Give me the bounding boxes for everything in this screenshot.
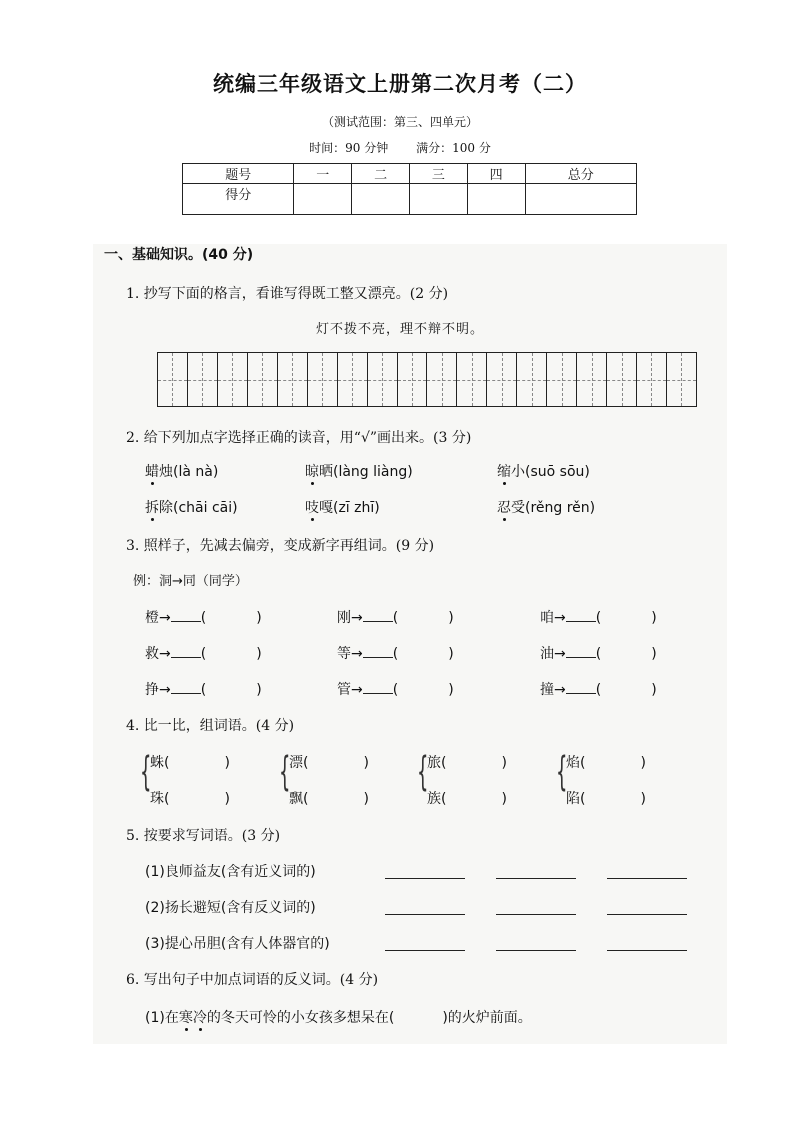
example: 例：洞→同（同学） [133, 574, 248, 589]
compare-char: 漂( [289, 755, 309, 771]
score-cell[interactable] [352, 184, 410, 215]
grid-cell[interactable] [517, 353, 547, 406]
dotted-char: 拆 [145, 500, 159, 516]
time-info [0, 139, 800, 156]
grid-cell[interactable] [158, 353, 188, 406]
paren: ( [595, 610, 602, 626]
test-scope: （测试范围：第三、四单元） [321, 115, 478, 129]
score-header: 一 [294, 164, 352, 184]
compare-item[interactable] [289, 788, 369, 808]
answer-blank[interactable] [363, 609, 393, 622]
pinyin-options: 受(rěng rěn) [511, 500, 596, 516]
paren: ) [448, 610, 454, 626]
pinyin-options: 小(suō sōu) [511, 464, 590, 480]
answer-blank[interactable] [171, 681, 201, 694]
paren: ( [392, 610, 399, 626]
radical-item[interactable] [145, 643, 262, 663]
idiom-item: (2)扬长避短(含有反义词的) [145, 900, 316, 916]
pinyin-item[interactable] [497, 497, 595, 517]
answer-blank[interactable] [171, 645, 201, 658]
answer-blank[interactable] [171, 609, 201, 622]
compare-item[interactable] [150, 788, 230, 808]
score-cell[interactable] [467, 184, 525, 215]
pinyin-options: 烛(là nà) [159, 464, 219, 480]
paren: ( [200, 646, 207, 662]
paren: ) [651, 682, 657, 698]
radical-char: 撞→ [540, 682, 566, 698]
section-title: 一、基础知识。(40 分) [104, 247, 254, 263]
answer-line[interactable] [607, 949, 687, 951]
paren: ( [200, 610, 207, 626]
score-header: 总分 [525, 164, 636, 184]
score-header: 二 [352, 164, 410, 184]
radical-item[interactable] [540, 643, 657, 663]
compare-char: 飘( [289, 791, 309, 807]
paren: ) [448, 646, 454, 662]
grid-cell[interactable] [278, 353, 308, 406]
radical-char: 咱→ [540, 610, 566, 626]
compare-item[interactable] [150, 752, 230, 772]
sentence-end: )的火炉前面。 [442, 1010, 532, 1026]
dotted-char: 忍 [497, 500, 511, 516]
compare-item[interactable] [566, 752, 646, 772]
pinyin-item[interactable] [497, 461, 590, 481]
score-header: 四 [467, 164, 525, 184]
paren: ) [363, 791, 369, 807]
score-header: 三 [409, 164, 467, 184]
answer-line[interactable] [385, 877, 465, 879]
compare-char: 陷( [566, 791, 586, 807]
motto: 灯不拨不亮，理不辩不明。 [315, 322, 484, 337]
answer-blank[interactable] [566, 645, 596, 658]
brace-icon: { [416, 749, 429, 795]
paren: ( [392, 646, 399, 662]
score-row-label: 得分 [183, 184, 294, 215]
paren: ) [224, 791, 230, 807]
radical-char: 橙→ [145, 610, 171, 626]
radical-char: 等→ [337, 646, 363, 662]
paren: ) [651, 610, 657, 626]
dotted-char: 缩 [497, 464, 511, 480]
brace-icon: { [139, 749, 152, 795]
compare-char: 旅( [427, 755, 447, 771]
writing-grid[interactable] [157, 352, 697, 407]
full-score: 满分：100 分 [416, 141, 491, 155]
compare-char: 焰( [566, 755, 586, 771]
paren: ) [651, 646, 657, 662]
grid-cell[interactable] [637, 353, 667, 406]
answer-blank[interactable] [363, 645, 393, 658]
idiom-item: (3)提心吊胆(含有人体器官的) [145, 936, 330, 952]
score-table [182, 163, 637, 215]
paren: ( [392, 682, 399, 698]
score-cell[interactable] [294, 184, 352, 215]
radical-item[interactable] [337, 679, 454, 699]
paren: ) [640, 791, 646, 807]
brace-icon: { [278, 749, 291, 795]
dotted-char: 寒 [178, 1010, 193, 1026]
score-cell[interactable] [409, 184, 467, 215]
question-1: 1. 抄写下面的格言，看谁写得既工整又漂亮。(2 分) [126, 286, 449, 302]
answer-line[interactable] [496, 913, 576, 915]
grid-cell[interactable] [218, 353, 248, 406]
grid-cell[interactable] [547, 353, 577, 406]
grid-cell[interactable] [248, 353, 278, 406]
paren: ( [200, 682, 207, 698]
radical-item[interactable] [540, 679, 657, 699]
dotted-char: 晾 [305, 464, 319, 480]
grid-cell[interactable] [308, 353, 338, 406]
paren: ) [501, 791, 507, 807]
pinyin-options: 除(chāi cāi) [159, 500, 238, 516]
question-4: 4. 比一比，组词语。(4 分) [126, 718, 295, 734]
paren: ) [256, 610, 262, 626]
sentence-middle: 的冬天可怜的小女孩多想呆在( [206, 1010, 395, 1026]
compare-char: 珠( [150, 791, 170, 807]
score-cell[interactable] [525, 184, 636, 215]
radical-char: 挣→ [145, 682, 171, 698]
radical-char: 管→ [337, 682, 363, 698]
score-header: 题号 [183, 164, 294, 184]
grid-cell[interactable] [398, 353, 428, 406]
paren: ) [363, 755, 369, 771]
compare-item[interactable] [289, 752, 369, 772]
grid-cell[interactable] [577, 353, 607, 406]
radical-item[interactable] [145, 607, 262, 627]
pinyin-item[interactable] [305, 497, 380, 517]
radical-item[interactable] [145, 679, 262, 699]
pinyin-options: 嘎(zī zhī) [319, 500, 380, 516]
dotted-char: 吱 [305, 500, 319, 516]
pinyin-item[interactable] [145, 461, 218, 481]
answer-line[interactable] [496, 949, 576, 951]
answer-line[interactable] [385, 949, 465, 951]
answer-blank[interactable] [363, 681, 393, 694]
question-3: 3. 照样子，先减去偏旁，变成新字再组词。(9 分) [126, 538, 435, 554]
pinyin-item[interactable] [305, 461, 413, 481]
answer-line[interactable] [385, 913, 465, 915]
grid-cell[interactable] [607, 353, 637, 406]
brace-icon: { [555, 749, 568, 795]
paren: ) [256, 646, 262, 662]
grid-cell[interactable] [487, 353, 517, 406]
radical-char: 刚→ [337, 610, 363, 626]
grid-cell[interactable] [368, 353, 398, 406]
grid-cell[interactable] [457, 353, 487, 406]
paren: ) [224, 755, 230, 771]
grid-cell[interactable] [667, 353, 696, 406]
grid-cell[interactable] [188, 353, 218, 406]
answer-line[interactable] [607, 877, 687, 879]
time-limit: 时间：90 分钟 [309, 141, 389, 155]
grid-cell[interactable] [338, 353, 368, 406]
pinyin-item[interactable] [145, 497, 238, 517]
paren: ( [595, 682, 602, 698]
answer-line[interactable] [496, 877, 576, 879]
compare-char: 族( [427, 791, 447, 807]
dotted-char: 蜡 [145, 464, 159, 480]
compare-item[interactable] [427, 752, 507, 772]
radical-item[interactable] [337, 607, 454, 627]
question-5: 5. 按要求写词语。(3 分) [126, 828, 281, 844]
question-6: 6. 写出句子中加点词语的反义词。(4 分) [126, 972, 379, 988]
paren: ) [640, 755, 646, 771]
question-2: 2. 给下列加点字选择正确的读音，用“√”画出来。(3 分) [126, 430, 472, 446]
sentence-start: (1)在 [145, 1010, 179, 1026]
paren: ) [501, 755, 507, 771]
radical-char: 救→ [145, 646, 171, 662]
radical-item[interactable] [540, 607, 657, 627]
sentence-item[interactable] [145, 1007, 532, 1027]
answer-line[interactable] [607, 913, 687, 915]
paren: ) [448, 682, 454, 698]
radical-item[interactable] [337, 643, 454, 663]
grid-cell[interactable] [427, 353, 457, 406]
compare-item[interactable] [566, 788, 646, 808]
paren: ) [256, 682, 262, 698]
answer-blank[interactable] [566, 609, 596, 622]
answer-blank[interactable] [566, 681, 596, 694]
pinyin-options: 晒(làng liàng) [319, 464, 413, 480]
radical-char: 油→ [540, 646, 566, 662]
page-title: 统编三年级语文上册第二次月考（二） [213, 72, 587, 96]
dotted-char: 冷 [192, 1010, 207, 1026]
compare-char: 蛛( [150, 755, 170, 771]
paren: ( [595, 646, 602, 662]
idiom-item: (1)良师益友(含有近义词的) [145, 864, 316, 880]
compare-item[interactable] [427, 788, 507, 808]
